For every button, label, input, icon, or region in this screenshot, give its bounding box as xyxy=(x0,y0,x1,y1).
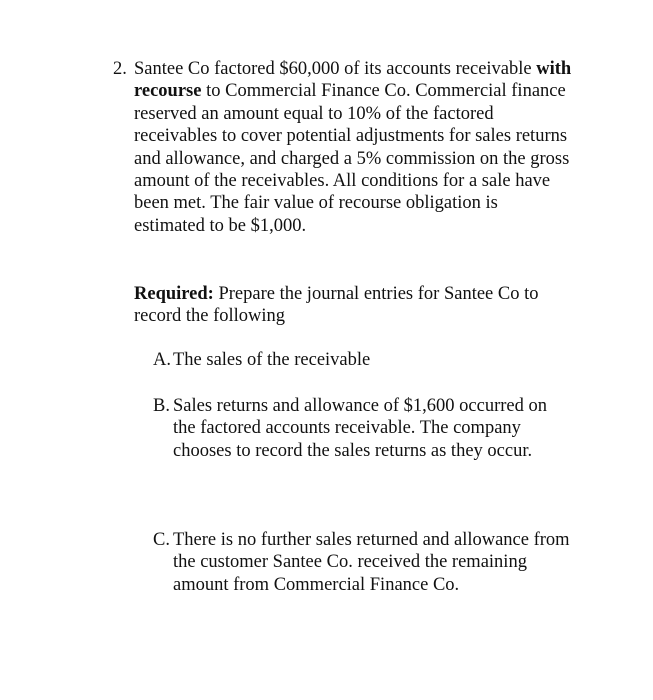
part-c-text: There is no further sales returned and allowance from the customer Santee Co. received the remaining amount from Commercial Finance Co. xyxy=(173,530,570,595)
question-bold-phrase: with recourse xyxy=(134,59,572,102)
question-block xyxy=(113,58,573,237)
part-b-text: Sales returns and allowance of $1,600 occurred on the factored accounts receivable. The company chooses to record the sales returns as they occur. xyxy=(173,396,547,461)
part-a-letter: A. xyxy=(153,350,171,370)
required-instruction xyxy=(134,283,574,328)
required-label: Required: xyxy=(134,284,214,304)
part-a-text: The sales of the receivable xyxy=(173,350,371,370)
part-b xyxy=(153,395,573,462)
question-text xyxy=(113,58,573,237)
part-c-letter: C. xyxy=(153,530,170,550)
part-b-letter: B. xyxy=(153,396,170,416)
question-text-before: Santee Co factored $60,000 of its accounts receivable xyxy=(134,59,537,79)
question-text-after: to Commercial Finance Co. Commercial finance reserved an amount equal to 10% of the factored receivables to cover potential adjustments for sales returns and allowance, and charged a 5% commission on the gross amount of the receivables. All conditions for a sale have been met. The fair value of recourse obligation is estimated to be $1,000. xyxy=(134,81,570,236)
required-text: Prepare the journal entries for Santee Co to record the following xyxy=(134,284,539,327)
question-number: 2. xyxy=(113,59,127,79)
part-a xyxy=(153,349,573,371)
part-c xyxy=(153,529,573,596)
